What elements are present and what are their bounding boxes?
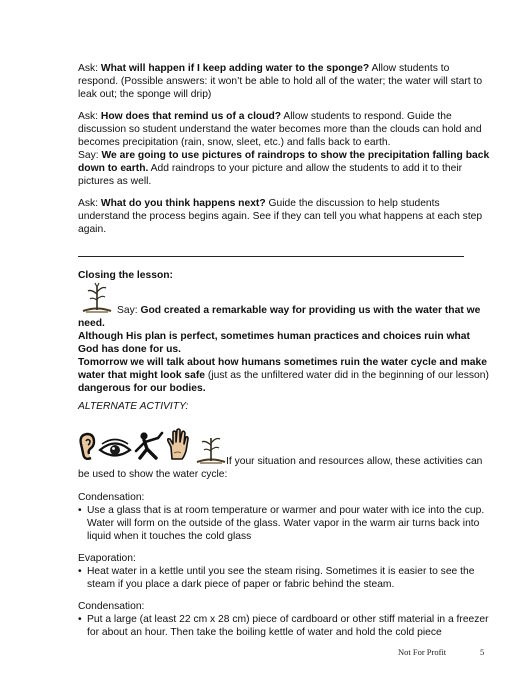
section-divider: [78, 256, 464, 257]
bullet-icon: •: [78, 505, 82, 516]
bullet-icon: •: [78, 566, 82, 577]
bullet-icon: •: [78, 614, 82, 625]
activity-item: [78, 565, 498, 591]
activity-text: Heat water in a kettle until you see the steam rising. Sometimes it is easier to see the steam if you place a dark piece of paper or fabric behind the steam.: [87, 566, 475, 590]
closing-line-3-aside: (just as the unfiltered water did in the beginning of our lesson): [205, 370, 489, 381]
raindrops-statement: We are going to use pictures of raindrops to show the precipitation falling back down to earth.: [78, 150, 490, 174]
sponge-instructions: Allow students to respond. (Possible answers: it won’t be able to hold all of the water; the water will start to leak out; the sponge will drip): [78, 63, 483, 100]
closing-line-2: Although His plan is perfect, sometimes human practices and choices ruin what God has done for us.: [78, 331, 470, 355]
raindrops-instructions: Add raindrops to your picture and allow the students to add it to their pictures as well.: [78, 163, 463, 187]
cloud-instructions: Allow students to respond. Guide the discussion so student understand the water becomes more than the clouds can hold and becomes precipitation (rain, snow, sleet, etc.) and falls back to earth.: [78, 111, 482, 148]
activity-text: Put a large (at least 22 cm x 28 cm) piece of cardboard or other stiff material in a freezer for about an hour. Then take the boiling kettle of water and hold the cold piece: [87, 614, 489, 638]
next-paragraph: [78, 197, 490, 236]
activity-text: Use a glass that is at room temperature or warmer and pour water with ice into the cup. Water will form on the outside of the glass. Water vapor in the warm air turns back into liquid when it touches the cold glass: [87, 505, 485, 542]
closing-heading: Closing the lesson:: [78, 270, 173, 281]
ask-label: Ask:: [78, 198, 101, 209]
closing-statement: [78, 304, 490, 395]
activity-title: Evaporation:: [78, 553, 136, 564]
next-instructions: Guide the discussion to help students understand the process begins again. See if they can tell you what happens at each step again.: [78, 198, 483, 235]
activity-title: Condensation:: [78, 601, 145, 612]
alternate-intro: [78, 455, 490, 481]
closing-line-3: Tomorrow we will talk about how humans sometimes ruin the water cycle and make water that might look safe: [78, 357, 487, 381]
cloud-paragraph: [78, 110, 490, 149]
say-label: Say:: [117, 305, 141, 316]
closing-line-1: God created a remarkable way for providing us with the water that we need.: [78, 305, 481, 329]
activity-item: [78, 613, 498, 639]
ask-label: Ask:: [78, 63, 101, 74]
raindrops-paragraph: [78, 149, 490, 188]
alternate-intro-text: If your situation and resources allow, these activities can be used to show the water cycle:: [78, 456, 483, 480]
activity-title: Condensation:: [78, 492, 145, 503]
sponge-paragraph: [78, 62, 490, 101]
activity-item: [78, 504, 498, 543]
ask-label: Ask:: [78, 111, 101, 122]
next-question: What do you think happens next?: [100, 198, 266, 209]
cloud-question: How does that remind us of a cloud?: [100, 111, 282, 122]
sponge-question: What will happen if I keep adding water to the sponge?: [100, 63, 370, 74]
say-label: Say:: [78, 150, 102, 161]
page-number: 5: [480, 647, 485, 657]
closing-line-3-end: dangerous for our bodies.: [78, 383, 206, 394]
footer-label: Not For Profit: [398, 647, 447, 657]
alternate-heading: ALTERNATE ACTIVITY:: [78, 401, 189, 412]
